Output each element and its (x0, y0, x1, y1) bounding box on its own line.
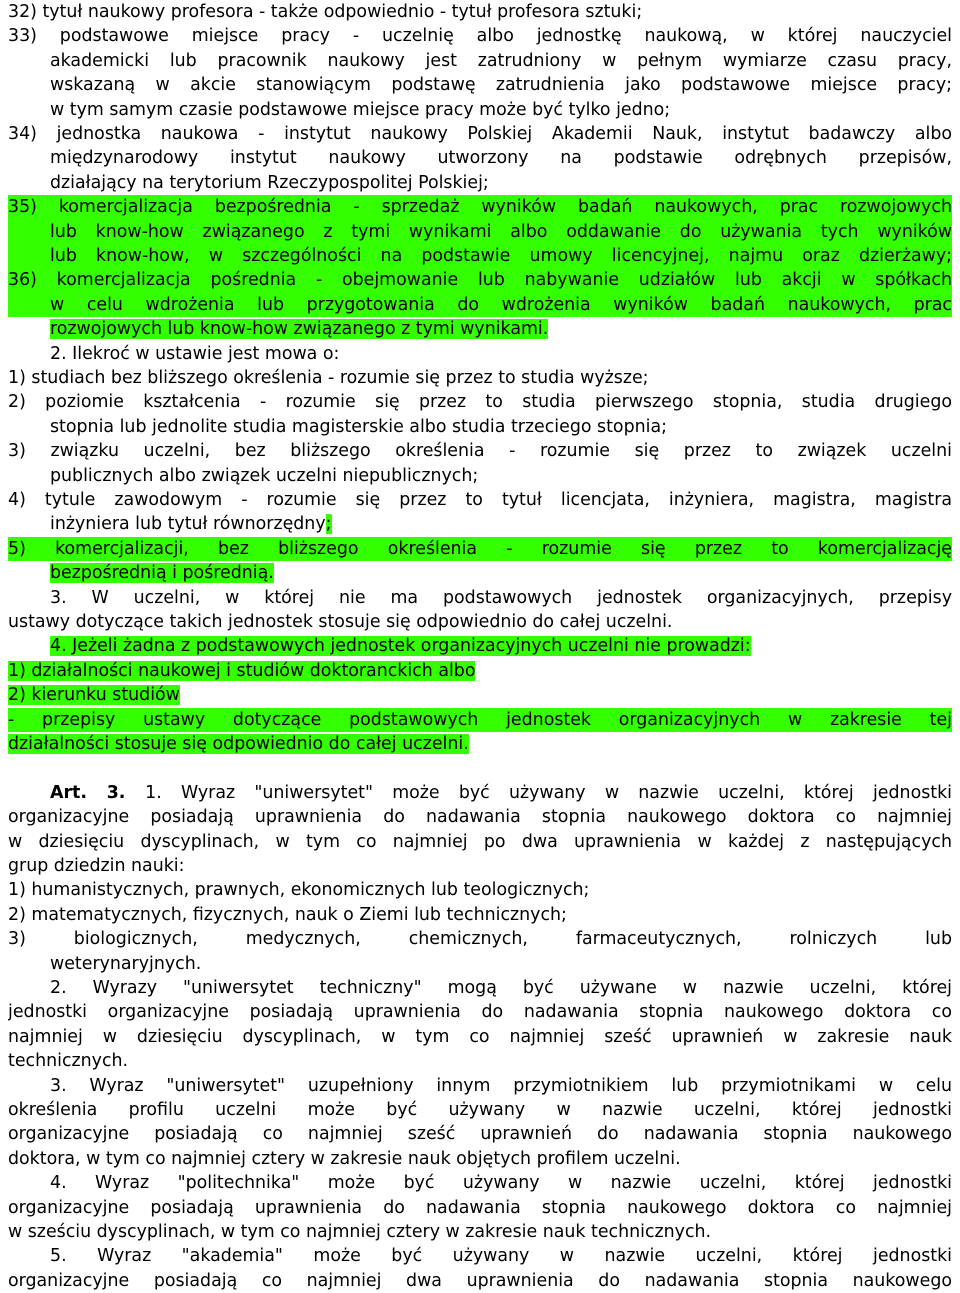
text-line (8, 122, 952, 146)
text-line (8, 1098, 952, 1122)
text-line (50, 98, 952, 122)
highlight-tail: ; (325, 514, 332, 535)
text-line (50, 634, 952, 658)
line-text: 2. Wyrazy "uniwersytet techniczny" mogą być używane w nazwie uczelni, której (50, 978, 952, 998)
line-text: jednostki organizacyjne posiadają uprawnienia do nadawania stopnia naukowego doktora co (8, 1002, 952, 1023)
text-line (8, 854, 952, 878)
text-line (8, 1025, 952, 1049)
text-line (50, 171, 952, 195)
line-text: 4) tytule zawodowym - rozumie się przez to tytuł licencjata, inżyniera, magistra, magistra (8, 490, 952, 510)
line-text: weterynaryjnych. (50, 953, 202, 974)
line-text: organizacyjne posiadają uprawnienia do nadawania stopnia naukowego doktora co najmniej (8, 1197, 952, 1218)
text-line (8, 366, 952, 390)
line-text: 5) komercjalizacji, bez bliższego określenia - rozumie się przez to komercjalizację (8, 538, 952, 559)
line-text: w sześciu dyscyplinach, w tym co najmniej cztery w zakresie nauk technicznych. (8, 1222, 712, 1242)
text-line (8, 0, 952, 24)
line-text: międzynarodowy instytut naukowy utworzony na podstawie odrębnych przepisów, (50, 148, 952, 169)
line-text: 32) tytuł naukowy profesora - także odpowiednio - tytuł profesora sztuki; (8, 2, 643, 22)
text-line (8, 1220, 952, 1244)
line-text: 1) studiach bez bliższego określenia - rozumie się przez to studia wyższe; (8, 368, 649, 388)
line-text: 1. Wyraz "uniwersytet" może być używany w nazwie uczelni, której jednostki (145, 782, 952, 803)
text-line (50, 586, 952, 610)
text-line (8, 1147, 952, 1171)
text-line (8, 1000, 952, 1024)
line-text: 2. Ilekroć w ustawie jest mowa o: (50, 343, 340, 364)
line-text: 4. Wyraz "politechnika" może być używany w nazwie uczelni, której jednostki (50, 1173, 952, 1194)
line-text: w dziesięciu dyscyplinach, w tym co najmniej po dwa uprawnienia w każdej z następujących (8, 831, 952, 852)
text-line (50, 512, 952, 536)
line-text: - przepisy ustawy dotyczące podstawowych jednostek organizacyjnych w zakresie tej (8, 709, 952, 730)
line-text: 1) humanistycznych, prawnych, ekonomicznych lub teologicznych; (8, 880, 590, 901)
text-line (8, 903, 952, 927)
line-text: organizacyjne posiadają co najmniej sześć uprawnień do nadawania stopnia naukowego (8, 1124, 952, 1145)
line-text: bezpośrednią i pośrednią. (50, 563, 274, 584)
line-text: 3. Wyraz "uniwersytet" uzupełniony innym przymiotnikiem lub przymiotnikami w celu (50, 1075, 952, 1096)
text-line (50, 146, 952, 170)
line-text: publicznych albo związek uczelni niepublicznych; (50, 465, 479, 486)
article-heading: Art. 3. (50, 782, 146, 803)
text-line (8, 927, 952, 951)
line-text: wskazaną w akcie stanowiącym podstawę zatrudnienia jako podstawowe miejsce pracy; (50, 75, 952, 96)
text-line (50, 342, 952, 366)
text-line (8, 732, 952, 756)
text-line (50, 1171, 952, 1195)
line-text: 4. Jeżeli żadna z podstawowych jednostek organizacyjnych uczelni nie prowadzi: (50, 636, 751, 657)
line-text: 2) matematycznych, fizycznych, nauk o Ziemi lub technicznych; (8, 904, 567, 925)
line-text: 34) jednostka naukowa - instytut naukowy Polskiej Akademii Nauk, instytut badawczy albo (8, 124, 952, 144)
text-line (50, 952, 952, 976)
line-text: organizacyjne posiadają co najmniej dwa uprawnienia do nadawania stopnia naukowego (8, 1270, 952, 1291)
text-line (8, 537, 952, 561)
text-line (50, 561, 952, 585)
text-line (50, 781, 952, 805)
text-line (50, 73, 952, 97)
text-line (50, 1244, 952, 1268)
line-text: najmniej w dziesięciu dyscyplinach, w tym co najmniej sześć uprawnień w zakresie nauk (8, 1026, 952, 1047)
line-text: ustawy dotyczące takich jednostek stosuje się odpowiednio do całej uczelni. (8, 612, 673, 632)
line-text: inżyniera lub tytuł równorzędny (50, 514, 326, 535)
line-text: 33) podstawowe miejsce pracy - uczelnię albo jednostkę naukową, w której nauczyciel (8, 26, 952, 47)
text-line (8, 610, 952, 634)
line-text: grup dziedzin nauki: (8, 856, 185, 876)
text-line (50, 464, 952, 488)
line-text: 2) kierunku studiów (8, 685, 180, 706)
line-text: działający na terytorium Rzeczypospolitej Polskiej; (50, 172, 489, 193)
text-line (8, 220, 952, 244)
text-line (50, 317, 952, 341)
line-text: rozwojowych lub know-how związanego z tymi wynikami. (50, 319, 549, 340)
text-line (8, 1196, 952, 1220)
text-line (50, 415, 952, 439)
text-line (8, 268, 952, 292)
line-text: lub know-how związanego z tymi wynikami albo oddawanie do używania tych wyników (50, 221, 952, 242)
line-text: lub know-how, w szczególności na podstawie umowy licencyjnej, najmu oraz dzierżawy; (50, 246, 952, 266)
text-line (8, 195, 952, 219)
line-text: stopnia lub jednolite studia magisterskie albo studia trzeciego stopnia; (50, 416, 667, 437)
text-line (8, 390, 952, 414)
text-line (50, 49, 952, 73)
text-line (8, 683, 952, 707)
text-line (8, 659, 952, 683)
line-text: w celu wdrożenia lub przygotowania do wdrożenia wyników badań naukowych, prac (50, 294, 952, 315)
text-line (8, 1049, 952, 1073)
line-text: 36) komercjalizacja pośrednia - obejmowanie lub nabywanie udziałów lub akcji w spółkach (8, 270, 952, 291)
text-line (8, 439, 952, 463)
line-text: technicznych. (8, 1051, 129, 1072)
text-line (50, 976, 952, 1000)
text-line (8, 293, 952, 317)
line-text: organizacyjne posiadają uprawnienia do nadawania stopnia naukowego doktora co najmniej (8, 807, 952, 828)
line-text: 2) poziomie kształcenia - rozumie się przez to studia pierwszego stopnia, studia drugiego (8, 392, 952, 413)
text-line (8, 244, 952, 268)
line-text: doktora, w tym co najmniej cztery w zakresie nauk objętych profilem uczelni. (8, 1148, 681, 1169)
line-text: 3. W uczelni, w której nie ma podstawowych jednostek organizacyjnych, przepisy (50, 587, 952, 608)
line-text: 5. Wyraz "akademia" może być używany w nazwie uczelni, której jednostki (50, 1246, 952, 1267)
text-line (8, 756, 952, 780)
line-text: 3) biologicznych, medycznych, chemicznych, farmaceutycznych, rolniczych lub (8, 929, 952, 950)
text-line (8, 488, 952, 512)
line-text: 3) związku uczelni, bez bliższego określenia - rozumie się przez to związek uczelni (8, 441, 952, 462)
line-text: w tym samym czasie podstawowe miejsce pracy może być tylko jedno; (50, 99, 671, 120)
text-line (8, 805, 952, 829)
text-line (50, 1074, 952, 1098)
text-line (8, 708, 952, 732)
text-line (8, 1122, 952, 1146)
line-text: akademicki lub pracownik naukowy jest zatrudniony w pełnym wymiarze czasu pracy, (50, 50, 952, 71)
line-text: 35) komercjalizacja bezpośrednia - sprzedaż wyników badań naukowych, prac rozwojowych (8, 197, 952, 218)
text-line (8, 878, 952, 902)
line-text: działalności stosuje się odpowiednio do całej uczelni. (8, 734, 469, 754)
text-line (8, 830, 952, 854)
line-text: 1) działalności naukowej i studiów doktoranckich albo (8, 660, 476, 681)
line-text: określenia profilu uczelni może być używany w nazwie uczelni, której jednostki (8, 1100, 952, 1120)
text-line (8, 24, 952, 48)
text-line (8, 1269, 952, 1293)
